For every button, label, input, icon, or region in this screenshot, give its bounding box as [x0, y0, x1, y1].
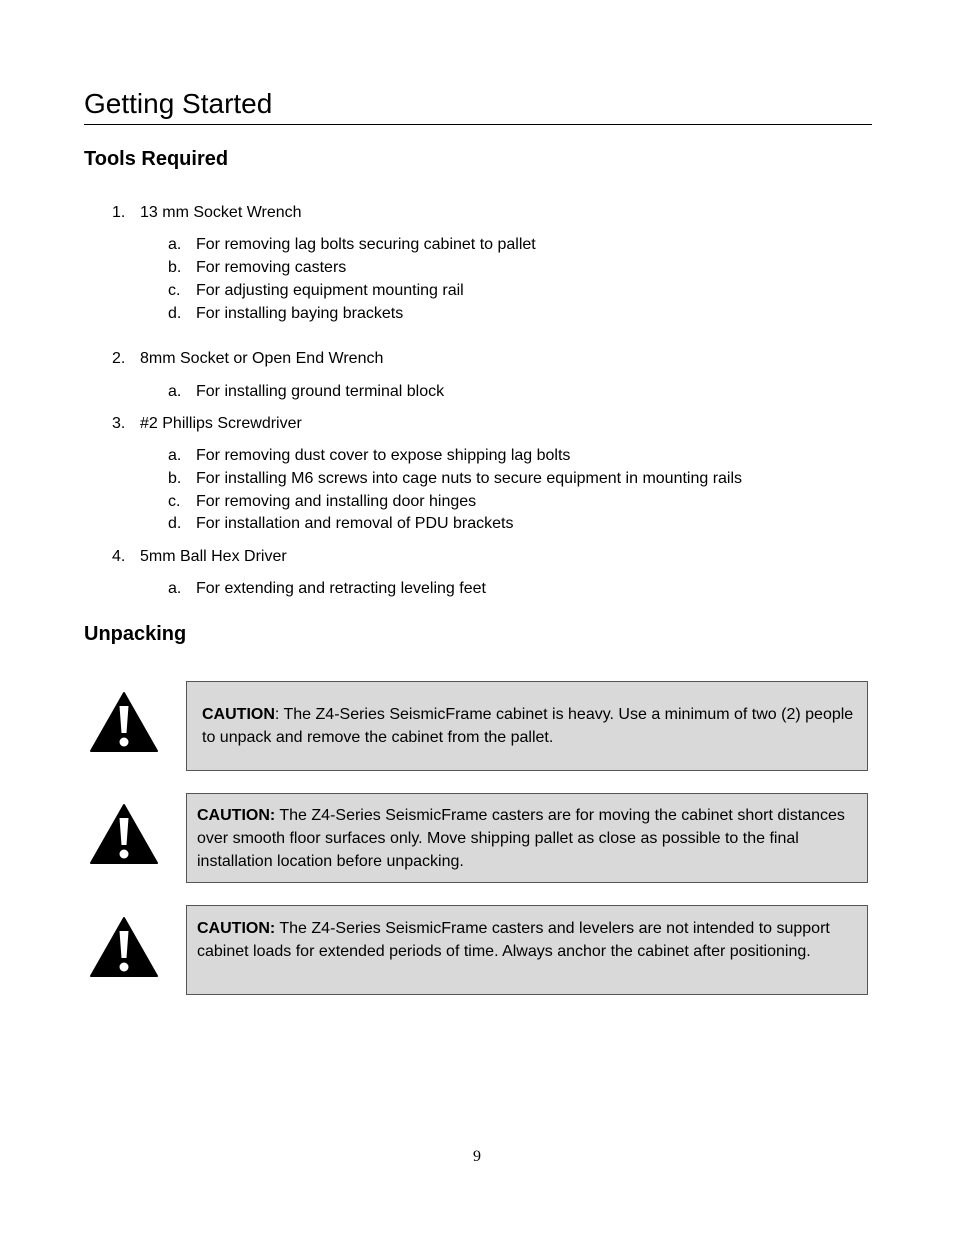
use-letter: d. [168, 305, 182, 322]
use-text: For extending and retracting leveling feet [196, 580, 486, 597]
tool-label: 8mm Socket or Open End Wrench [140, 350, 384, 367]
caution-label: CAUTION: [197, 920, 276, 937]
page-title: Getting Started [84, 86, 872, 125]
use-letter: b. [168, 259, 182, 276]
tool-use-item [168, 281, 464, 301]
tool-use-item [168, 579, 486, 599]
caution-text: The Z4-Series SeismicFrame casters are for moving the cabinet short distances over smooth floor surfaces only. Move shipping pallet as close as possible to the final installation location before unpacking. [197, 807, 845, 870]
tool-number: 2. [112, 350, 126, 367]
tool-use-item [168, 235, 536, 255]
use-text: For installation and removal of PDU brackets [196, 515, 514, 532]
warning-icon [90, 803, 158, 865]
tool-number: 3. [112, 415, 126, 432]
caution-label: CAUTION: [197, 807, 276, 824]
tool-item [112, 547, 287, 567]
tool-use-item [168, 469, 742, 489]
tool-item [112, 414, 302, 434]
use-letter: c. [168, 282, 181, 299]
tool-use-item [168, 446, 570, 466]
use-text: For installing ground terminal block [196, 383, 445, 400]
warning-icon [90, 691, 158, 753]
use-letter: a. [168, 580, 182, 597]
tool-label: 5mm Ball Hex Driver [140, 548, 287, 565]
warning-icon [90, 916, 158, 978]
use-letter: b. [168, 470, 182, 487]
caution-box [186, 905, 868, 995]
use-letter: a. [168, 236, 182, 253]
use-text: For removing lag bolts securing cabinet to pallet [196, 236, 536, 253]
tool-use-item [168, 514, 513, 534]
page-number: 9 [473, 1148, 481, 1165]
tool-item [112, 349, 383, 369]
use-text: For installing baying brackets [196, 305, 404, 322]
tools-required-heading: Tools Required [84, 148, 229, 170]
use-letter: c. [168, 493, 181, 510]
tool-label: 13 mm Socket Wrench [140, 204, 302, 221]
use-text: For adjusting equipment mounting rail [196, 282, 464, 299]
use-text: For removing dust cover to expose shipping lag bolts [196, 447, 571, 464]
use-letter: a. [168, 383, 182, 400]
caution-separator: : [274, 706, 284, 723]
use-text: For removing and installing door hinges [196, 493, 477, 510]
tool-use-item [168, 492, 476, 512]
caution-box [186, 793, 868, 883]
caution-text: The Z4-Series SeismicFrame casters and levelers are not intended to support cabinet loads for extended periods of time. Always anchor the cabinet after positioning. [197, 920, 830, 960]
tool-use-item [168, 304, 403, 324]
tool-number: 4. [112, 548, 126, 565]
use-letter: a. [168, 447, 182, 464]
caution-box [186, 681, 868, 771]
tool-label: #2 Phillips Screwdriver [140, 415, 302, 432]
caution-text: The Z4-Series SeismicFrame cabinet is heavy. Use a minimum of two (2) people to unpack and remove the cabinet from the pallet. [202, 706, 854, 746]
tool-item [112, 203, 302, 223]
unpacking-heading: Unpacking [84, 623, 187, 645]
tool-use-item [168, 258, 346, 278]
tool-number: 1. [112, 204, 126, 221]
caution-label: CAUTION [202, 706, 275, 723]
use-letter: d. [168, 515, 182, 532]
use-text: For removing casters [196, 259, 347, 276]
tool-use-item [168, 382, 444, 402]
use-text: For installing M6 screws into cage nuts to secure equipment in mounting rails [196, 470, 743, 487]
